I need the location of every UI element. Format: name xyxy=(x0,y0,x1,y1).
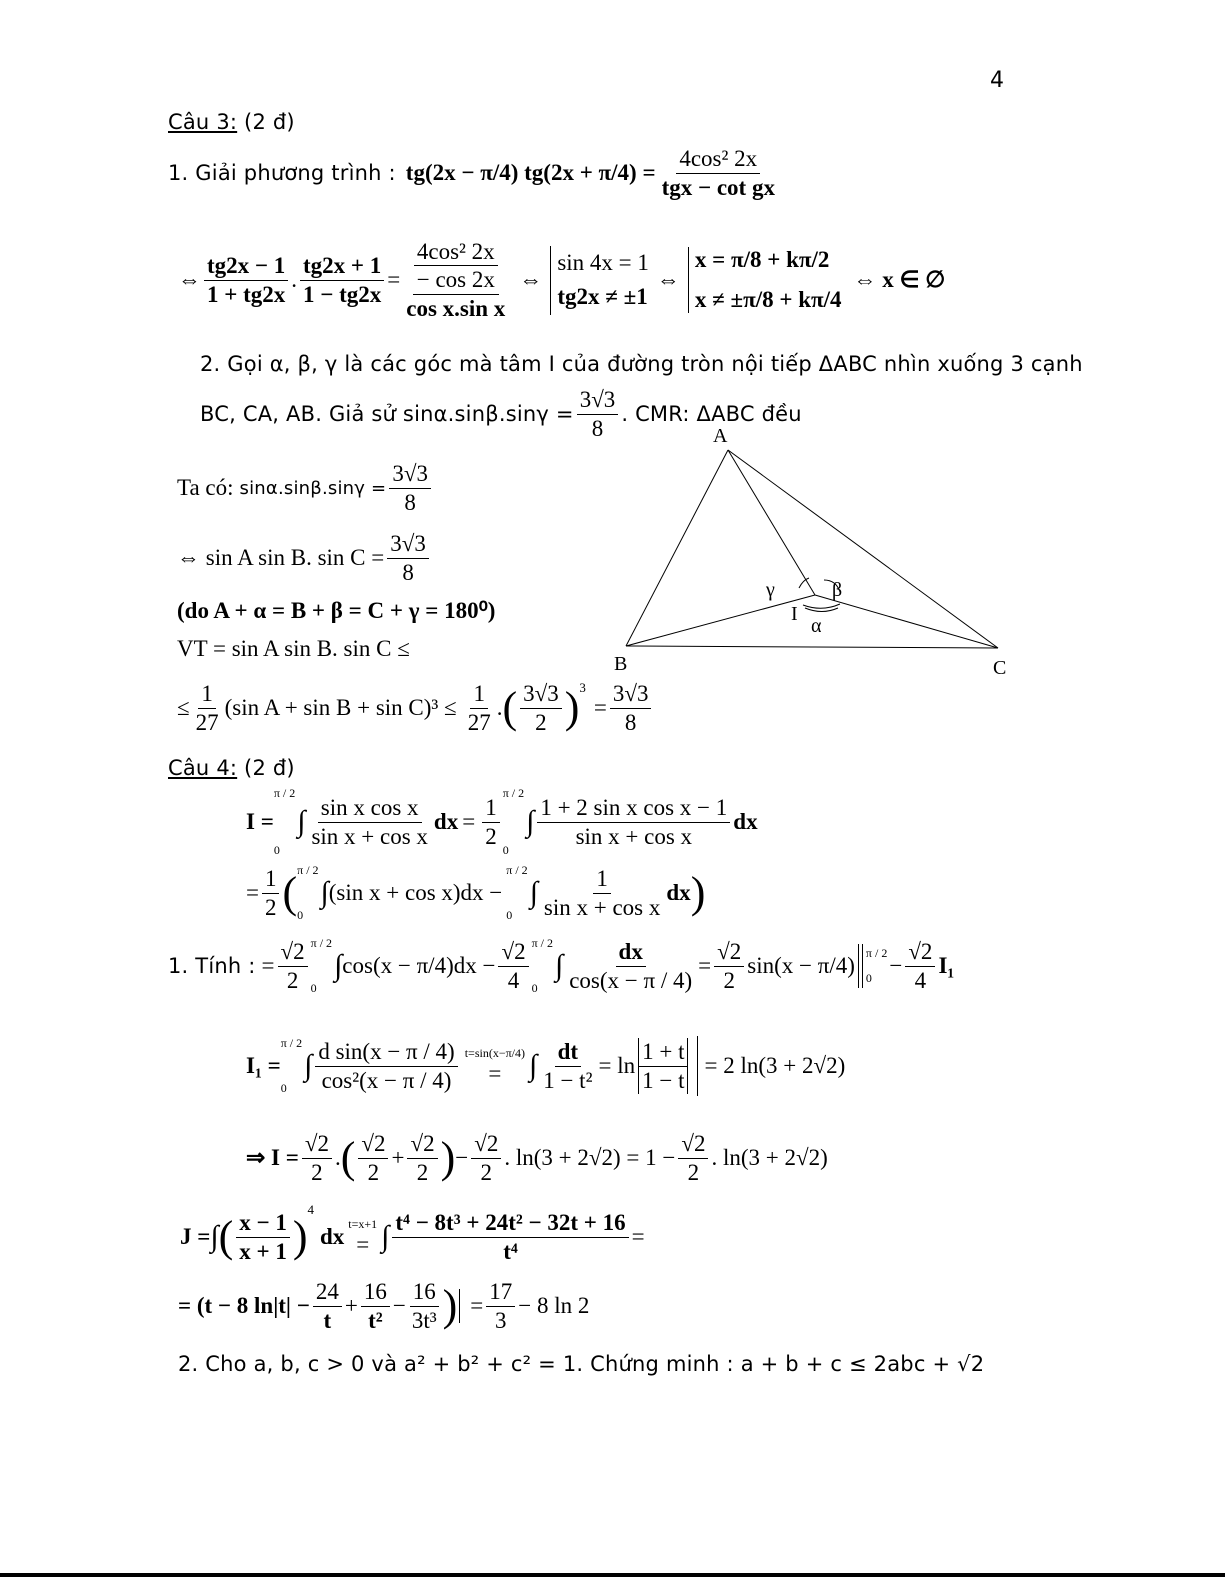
q4-J-line2: = (t − 8 ln|t| − $\frac{24}{t}$ + $\frac{16}{\text{t²}}$ − $\frac{16}{\text{3t³}}$ ) = $\frac{17}{3}$ − 8 ln 2 xyxy=(178,1278,590,1333)
q3-part1 xyxy=(168,145,781,201)
segment-ci xyxy=(815,595,998,648)
q4-implies-line: ⇒ I = $\frac{√2}{2}$ . ( $\frac{√2}{2}$ + $\frac{√2}{2}$ ) − $\frac{√2}{2}$ . ln(3 + 2√2) = 1 − $\frac{√2}{2}$ . ln(3 + 2√2) xyxy=(246,1130,828,1185)
q3-do-line: (do A + α = B + β = C + γ = 180⁰) xyxy=(177,598,496,623)
q3-part1-lhs: tg(2x − π/4) tg(2x + π/4) = xyxy=(405,160,656,186)
label-alpha: α xyxy=(811,615,822,637)
q4-part2: 2. Cho a, b, c > 0 và a² + b² + c² = 1. Chứng minh : a + b + c ≤ 2abc + √2 xyxy=(178,1352,985,1376)
step1-frac-a: $\frac{tg2x - 1}{1 + tg2x}$ xyxy=(204,252,288,308)
q3-sinABC: ⇔ sin A sin B. sin C = $\frac{3√3}{8}$ xyxy=(177,530,432,586)
label-gamma: γ xyxy=(766,579,775,601)
q3-score: (2 đ) xyxy=(244,110,295,134)
triangle-figure xyxy=(600,420,1030,690)
step1-system1: sin 4x = 1 tg2x ≠ ±1 xyxy=(550,246,649,315)
q4-I1-line: I₁ = π / 2 0 ∫ $\frac{\text{d sin(x − π / 4)}}{\text{cos²(x − π / 4)}}$ t=sin(x−π/4) = ∫ $\frac{dt}{\text{1 − t²}}$ = ln $\frac{1 + t}{1 - t}$ = 2 ln(3 + 2√2) xyxy=(246,1036,846,1095)
segment-ai xyxy=(728,450,815,595)
q4-title: Câu 4: xyxy=(168,756,238,780)
label-b: B xyxy=(614,653,628,675)
label-c: C xyxy=(993,657,1007,679)
q4-score: (2 đ) xyxy=(244,756,295,780)
q3-step1: ⇔ $\frac{tg2x - 1}{1 + tg2x}$ . $\frac{tg2x + 1}{1 - tg2x}$ = 4cos² 2x − cos 2x cos x.sin x ⇔ sin 4x = 1 tg2x ≠ ±1 ⇔ x = π/8 + kπ/2 x ≠ ±π/8 + kπ/4 ⇔ x ∈ ∅ xyxy=(178,238,946,321)
q3-part2-line2: BC, CA, AB. Giả sử sinα.sinβ.sinγ = $\frac{3√3}{8}$ . CMR: ΔABC đều xyxy=(200,387,802,441)
q4-I-line1: I = π / 2 0 ∫ $\frac{\text{sin x cos x}}{\text{sin x + cos x}}$ dx = $\frac{1}{2}$ π / 2 0 ∫ $\frac{\text{1 + 2 sin x cos x − 1}}{\text{sin x + cos x}}$ dx xyxy=(246,786,758,857)
q3-part2-line1: 2. Gọi α, β, γ là các góc mà tâm I của đường tròn nội tiếp ΔABC nhìn xuống 3 cạnh xyxy=(200,352,1083,376)
step1-system2: x = π/8 + kπ/2 x ≠ ±π/8 + kπ/4 xyxy=(688,247,842,313)
q3-part1-label: 1. Giải phương trình : xyxy=(168,161,396,186)
step1-result: ⇔ x ∈ ∅ xyxy=(853,267,946,292)
q4-tinh-line: 1. Tính : = $\frac{√2}{2}$ π / 2 0 ∫ cos(x − π/4)dx − $\frac{√2}{4}$ π / 2 0 ∫ $\frac{dx}{\cos(x - \pi / 4)}$ = $\frac{√2}{2}$ sin(x − π/4) π / 2 0 − $\frac{√2}{4}$ I₁ xyxy=(168,936,955,995)
edge-bc xyxy=(626,646,998,648)
q3-part1-rhs: $\frac{\text{4cos² 2x}}{\text{tgx − cot gx}}$ xyxy=(661,146,775,200)
q3-heading xyxy=(168,110,295,134)
step1-frac-b: $\frac{tg2x + 1}{1 - tg2x}$ xyxy=(300,252,384,308)
step1-frac-rhs: 4cos² 2x − cos 2x cos x.sin x xyxy=(406,238,506,321)
q4-J-line1: J = ∫ ( $\frac{x - 1}{x + 1}$ ) 4 dx t=x+1 = ∫ $\frac{\text{t⁴ − 8t³ + 24t² − 32t + 16}}{\text{t⁴}}$ = xyxy=(180,1202,645,1264)
q3-taco: Ta có: sinα.sinβ.sinγ = $\frac{3√3}{8}$ xyxy=(177,460,434,516)
arc-alpha xyxy=(803,604,840,608)
q3-ineq: ≤ $\frac{1}{27}$ (sin A + sin B + sin C)³ ≤ $\frac{1}{27}$ . ( $\frac{3√3}{2}$ ) 3 = $\frac{3√3}{8}$ xyxy=(177,680,654,736)
bottom-rule xyxy=(0,1573,1225,1577)
label-beta: β xyxy=(832,579,843,601)
label-a: A xyxy=(713,425,728,447)
q4-heading xyxy=(168,756,295,780)
q3-vt-line: VT = sin A sin B. sin C ≤ xyxy=(177,636,410,661)
edge-ab xyxy=(626,450,728,646)
q4-I-line2: = $\frac{1}{2}$ ( π / 2 0 ∫ (sin x + cos x)dx − π / 2 0 ∫ $\frac{1}{\text{sin x + cos x}}$ dx ) xyxy=(246,863,706,922)
segment-bi xyxy=(626,595,815,646)
label-i: I xyxy=(791,603,798,625)
edge-ac xyxy=(728,450,998,648)
q3-title: Câu 3: xyxy=(168,110,238,134)
page-number: 4 xyxy=(990,68,1005,93)
